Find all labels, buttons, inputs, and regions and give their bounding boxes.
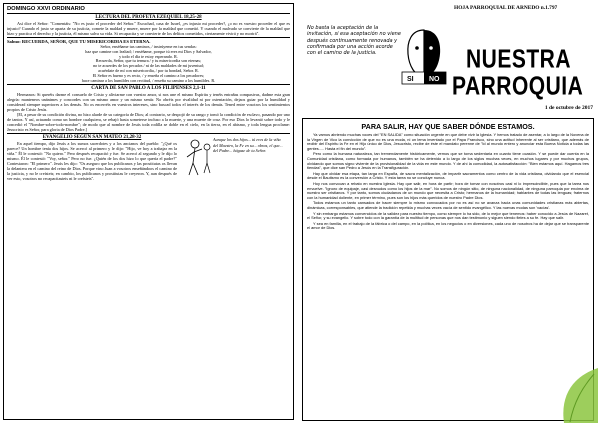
divider — [7, 13, 290, 14]
psalm-line: hace caminar a los humildes con rectitud, / enseña su camino a los humildes. R. — [81, 77, 216, 83]
bulletin-number: HOJA PARROQUIAL DE ARNEDO n.1.797 — [454, 5, 558, 11]
drawing-caption: Aunque los dos hijos... tú eres de la viña del Maestro, la Fe en su... obras, el que... del Padre... hágase de tu Señor. — [213, 137, 283, 153]
psalm-line: El Señor es bueno y es recto, / y enseña el camino a los pecadores; — [92, 72, 205, 78]
reading1-title: LECTURA DEL PROFETA EZEQUIEL 18,25-28 — [95, 15, 202, 20]
psalm-title: Salmo: RECUERDA, SEÑOR, QUE TU MISERICORDIA ES ETERNA. — [7, 39, 151, 44]
figure-sketch-icon — [185, 137, 215, 177]
parable-drawing — [185, 135, 285, 245]
bulletin-front — [302, 0, 598, 423]
psalm-line: Señor, enséñame tus caminos, / instrúyeme en tus sendas: — [100, 44, 197, 49]
title-parroquia: PARROQUIA — [452, 72, 584, 101]
psalm-line: haz que camine con lealtad; / enséñame, porque tú eres mi Dios y Salvador, — [85, 48, 212, 54]
reading2-title: CARTA DE SAN PABLO A LOS FILIPENSES 2,1-11 — [91, 86, 206, 92]
article-paragraph: Y sin embargo estamos convencidos de la validez para nuestro tiempo, como siempre lo ha sido, de lo mejor que tenemos: haber conocido a Jesús de Nazaret, el Señor, y su evangelio. Y sobre todo con la garantía de la multitud de personas que nos dan testimonio y siguen siendo fieles a su fe. Hay que salir. — [307, 210, 589, 221]
article-paragraph: Hoy nos convocan a rebato en nuestra Iglesia. Hay que salir, en hora de partir; hora de tomar con nosotros casi ni lo imprescindible, pues que la tarea nos envuelve. "Ignoro de equipaje, casi desnudos como los hijos de la mar". No somos de ningún sitio, de ninguna nacionalidad, de ninguna parroquia por encima de nuestro ser cristianos. Y por tanto, somos ciudadanos de un mundo que necesita a Cristo; hermanos de la humanidad; hablantes de todas las lenguas; fraternos con la humanidad doliente, en primer término, pues son los hijos más queridos de nuestro Padre Dios. — [307, 180, 589, 200]
quote: No basta la aceptación de la invitación, si esa aceptación no viene después continuamente renovada y confirmada por una acción acorde con el camino de la justicia. — [307, 25, 401, 57]
parish-logo-icon — [399, 28, 449, 86]
psalm-line: acuérdate de mí con misericordia, / por tu bondad, Señor. R. — [98, 67, 199, 73]
title-nuestra: NUESTRA — [466, 45, 572, 74]
reading2-text2: [El, a pesar de su condición divina, no hizo alarde de su categoría de Dios; al contrario, se despojó de su rango y tomó la condición de esclavo, pasando por uno de tantos. Y así, actuando como un hombre cualquiera, se rebajó hasta someterse incluso a la muerte, y una muerte de cruz. Por eso Dios lo levantó sobre todo y le concedió el "Nombre-sobre-todo-nombre"; de modo que al nombre de Jesús toda rodilla se doble en el cielo, en la tierra, en el abismo, y toda lengua proclame: Jesucristo es Señor, para gloria de Dios Padre.] — [7, 112, 290, 133]
psalm-line: no te acuerdes de los pecados / ni de las maldades de mi juventud; — [93, 63, 204, 69]
issue-date: 1 de octubre de 2017 — [544, 105, 593, 111]
article-title: PARA SALIR, HAY QUE SABER DÓNDE ESTAMOS. — [361, 122, 535, 131]
article-paragraph: Hay que olvidar esa etapa, tan larga en España, de sacra mentalización, de impartir sacramentos como centro de la vida cristiana, olvidando que el esencial desde el Bautismo es la conversión a Cristo. Y esta tarea no se concluye nunca. — [307, 170, 589, 181]
article-paragraph: Pero como la humana naturaleza, tan tremendamente históricamente, vemos que se toma sedentaria en cuanto tiene ocasión. Y se puede dar cuenta en la Comunidad cristiana, como formada por humanos, también se ha detenido a lo largo de los siglos muchas veces, en muchos lugares y por muchos grupos, olvidando que somos signo viviente de la provisionalidad de la vida en este mundo. Y de ahí la comodidad, la autosatisfacción: "Bien estamos aquí. Hagamos tres tiendas", que dice san Pedro a Jesús en la Transfiguración. — [307, 151, 589, 171]
sunday-title: DOMINGO XXVI ORDINARIO — [7, 6, 85, 12]
green-leaf-icon — [554, 368, 598, 423]
logo-si: SI — [407, 76, 414, 83]
gospel-title: EVANGELIO SEGÚN SAN MATEO 21,28-32 — [42, 135, 142, 141]
article-paragraph: Todos estamos un tanto cansados de hacer siempre lo mismo convocados por no es así no se avanza hacia unas comunidades cristianas más abiertas, dinámicas, corresponsables, que atiende la tradición repetida y muchas veces vacía de sentido evangélico. Y las nuevas modas son 'vacías'. — [307, 200, 589, 210]
article-box — [302, 118, 594, 421]
reading2-text: Hermanos: Si queréis darme el consuelo de Cristo y aliviarme con vuestro amor, si nos une el mismo Espíritu y tenéis entrañas compasivas, dadme esta gran alegría: manteneos unánimes y concordes con un mismo amor y un mismo sentir. No obréis por rivalidad ni por ostentación, dejaos guiar por la humildad y considerad siempre superiores a los demás. No os encerréis en vuestros intereses, sino buscad todos el interés de los demás. Tened entre vosotros los sentimientos propios de Cristo Jesús. — [7, 92, 290, 113]
readings-panel — [3, 3, 294, 420]
reading1-text: Así dice el Señor: "Comentáis: "No es justo el proceder del Señor." Escuchad, casa de Israel, ¿es injusto mi proceder?, ¿o no es vuestro proceder el que es injusto? Cuando el justo se aparta de su justicia, comete la maldad y muere, muere por la maldad que cometió. Y cuando el malvado se convierte de la maldad que hizo y practica el derecho y la justicia, él mismo salva su vida. Si recapacita y se convierte de los delitos cometidos, ciertamente vivirá y no morirá". — [7, 21, 290, 36]
gospel-text: En aquel tiempo, dijo Jesús a los sumos sacerdotes y a los ancianos del pueblo: "¿Qué os parece? Un hombre tenía dos hijos. Se acercó al primero y le dijo: "Hijo, ve hoy a trabajar en la viña." Él le contestó: "No quiero." Pero después recapacitó y fue. Se acercó al segundo y le dijo lo mismo. Él le contestó: "Voy, señor." Pero no fue. ¿Quién de los dos hizo lo que quería el padre?" Contestaron: "El primero". Jesús les dijo: "Os aseguro que los publicanos y las prostitutas os llevan la delantera en el camino del reino de Dios. Porque vino Juan a vosotros enseñándoos el camino de la justicia, y no le creísteis; en cambio, los publicanos y prostitutas le creyeron. Y, aun después de ver esto, vosotros no recapacitasteis ni le creísteis". — [7, 141, 177, 182]
article-paragraph: Ya vamos abriendo muchas voces del "EN SALIDA" como situación urgente en que debe vivir la Iglesia. Y hemos tratado de asentar, a lo largo de la Novena de la Virgen de Vico la convicción de que no es una moda, ni un lema inventado por el Papa Francisco, sino una actitud inherente al ser cristiano, que además de recibir del Espíritu la Fe en el Hijo único de Dios, Jesucristo, recibe de éste el mandato perenne de "Id al mundo entero y anunciar esta Buena Noticia a todas las gentes..... Hasta el fin del mundo". — [307, 132, 589, 151]
logo-no: NO — [429, 76, 440, 83]
divider — [7, 84, 290, 85]
psalm-line: y todo el día te estoy esperando. R. — [119, 53, 178, 59]
gospel-section — [7, 135, 290, 181]
divider — [7, 37, 290, 38]
psalm-line: Recuerda, Señor, que tu ternura / y tu misericordia son eternas; — [95, 58, 202, 64]
article-paragraph: Y sea en familia, en el trabajo de la fábrica o del campo, en la política, en los negocios o en diversiones, cada uno de nosotros ha de dejar que se transparente el amor de Dios. — [307, 220, 589, 231]
